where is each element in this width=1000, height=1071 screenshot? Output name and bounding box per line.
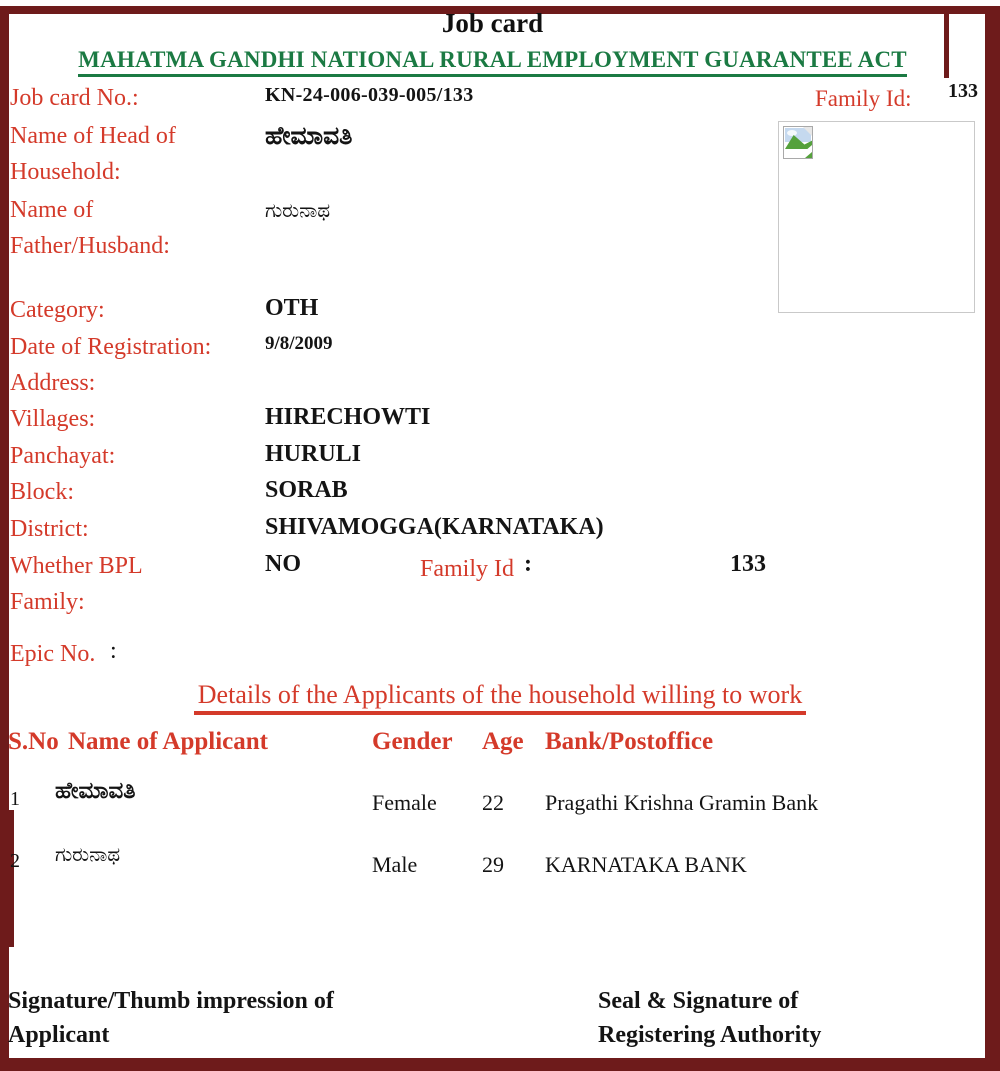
details-heading-row	[0, 680, 1000, 715]
applicant-row-gender: Male	[372, 852, 418, 877]
father-label: Name of Father/Husband:	[10, 197, 170, 259]
bpl-value: NO	[265, 551, 301, 577]
applicant-row-age: 22	[482, 790, 504, 815]
panchayat-label: Panchayat:	[10, 443, 116, 469]
applicant-row-gender: Female	[372, 790, 437, 815]
family-id-top-value: 133	[948, 80, 978, 102]
col-header-name: Name of Applicant	[68, 728, 268, 755]
col-header-age: Age	[482, 728, 524, 755]
act-title: MAHATMA GANDHI NATIONAL RURAL EMPLOYMENT GUARANTEE ACT	[78, 47, 907, 77]
page-title: Job card	[441, 8, 544, 38]
applicant-row-age: 29	[482, 852, 504, 877]
family-id-top-label: Family Id:	[815, 86, 912, 111]
broken-image-icon	[783, 126, 813, 159]
category-value: OTH	[265, 295, 319, 321]
act-title-row	[0, 47, 985, 77]
family-id-mid-label: Family Id	[420, 556, 514, 582]
father-value: ಗುರುನಾಥ	[265, 198, 331, 222]
photo-placeholder	[778, 121, 975, 313]
family-id-mid-colon: :	[524, 551, 532, 577]
villages-value: HIRECHOWTI	[265, 404, 431, 430]
family-id-mid-value: 133	[730, 551, 766, 577]
epic-label: Epic No.	[10, 641, 96, 667]
registration-label: Date of Registration:	[10, 334, 212, 360]
col-header-bank: Bank/Postoffice	[545, 728, 714, 755]
block-label: Block:	[10, 479, 74, 505]
frame-bottom	[0, 1058, 1000, 1071]
applicant-row-bank: Pragathi Krishna Gramin Bank	[545, 790, 819, 815]
applicant-signature-label: Signature/Thumb impression of Applicant	[8, 988, 334, 1048]
job-card-no-value: KN-24-006-039-005/133	[265, 84, 474, 106]
frame-notch	[9, 810, 14, 947]
frame-right	[985, 6, 1000, 1071]
villages-label: Villages:	[10, 406, 96, 432]
address-label: Address:	[10, 370, 96, 396]
category-label: Category:	[10, 297, 105, 323]
frame-left	[0, 6, 9, 1071]
applicant-row-sno: 2	[10, 850, 20, 872]
applicant-row-name: ಹೇಮಾವತಿ	[55, 778, 136, 804]
block-value: SORAB	[265, 477, 348, 503]
head-label: Name of Head of Household:	[10, 123, 176, 185]
district-value: SHIVAMOGGA(KARNATAKA)	[265, 514, 604, 540]
col-header-sno: S.No	[8, 728, 59, 755]
panchayat-value: HURULI	[265, 441, 362, 467]
applicant-row-name: ಗುರುನಾಥ	[55, 842, 121, 866]
details-heading: Details of the Applicants of the household willing to work	[194, 680, 806, 715]
applicant-row-sno: 1	[10, 788, 20, 810]
head-value: ಹೇಮಾವತಿ	[265, 121, 353, 150]
district-label: District:	[10, 516, 89, 542]
job-card-no-label: Job card No.:	[10, 85, 139, 111]
bpl-label: Whether BPL Family:	[10, 553, 142, 615]
col-header-gender: Gender	[372, 728, 453, 755]
epic-colon: :	[110, 638, 117, 664]
applicant-row-bank: KARNATAKA BANK	[545, 852, 747, 877]
registration-value: 9/8/2009	[265, 333, 333, 354]
authority-signature-label: Seal & Signature of Registering Authority	[598, 988, 822, 1048]
